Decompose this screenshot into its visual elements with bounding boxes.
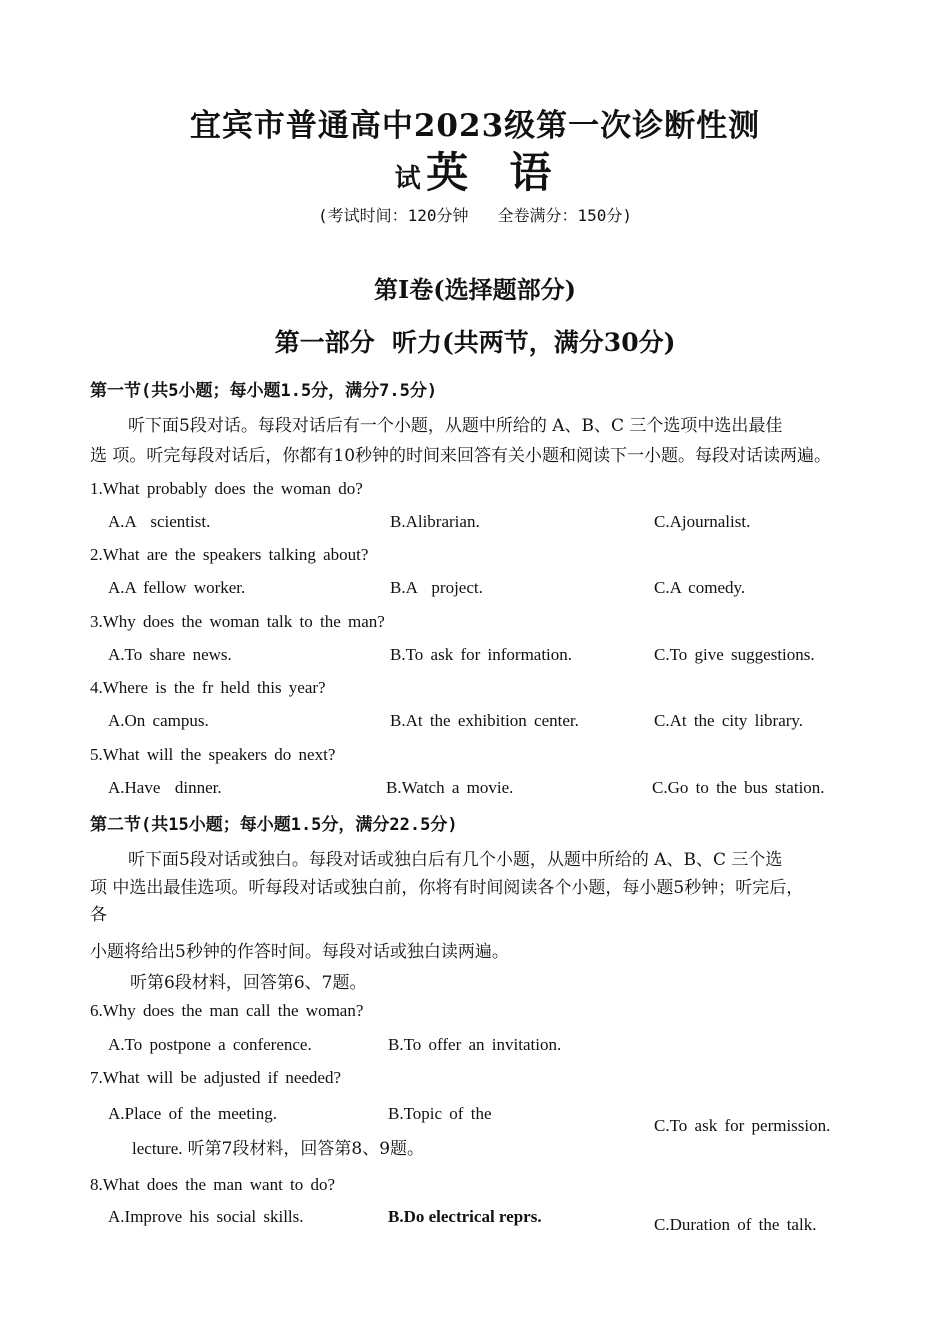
q7-option-b-continued [132, 1134, 424, 1159]
q6-option-b: B.To offer an invitation. [388, 1035, 562, 1054]
question-6: 6.Why does the man call the woman? [90, 1001, 364, 1020]
section1-instructions-2: 选 项。听完每段对话后，你都有10秒钟的时间来回答有关小题和阅读下一小题。每段对话读两遍。 [90, 446, 832, 466]
q5-option-a: A.Have dinner. [108, 778, 222, 797]
subject-name: 英 语 [426, 148, 556, 197]
question-1: 1.What probably does the woman do? [90, 479, 363, 498]
q8-option-a: A.Improve his social skills. [108, 1207, 304, 1226]
q5-option-b: B.Watch a movie. [386, 778, 514, 797]
q7-option-b-cont-text: lecture. [132, 1139, 183, 1158]
section1-instructions-1: 听下面5段对话。每段对话后有一个小题，从题中所给的 A、B、C 三个选项中选出最佳 [128, 416, 783, 436]
exam-title-line2 [0, 140, 950, 200]
q4-option-a: A.On campus. [108, 711, 209, 730]
q2-option-a: A.A fellow worker. [108, 578, 246, 597]
q2-option-b: B.A project. [390, 578, 483, 597]
material-6-note: 听第6段材料，回答第6、7题。 [130, 973, 367, 993]
section2-instructions-1: 听下面5段对话或独白。每段对话或独白后有几个小题，从题中所给的 A、B、C 三个选 [128, 850, 783, 870]
q3-option-b: B.To ask for information. [390, 645, 573, 664]
part-title: 第一部分 听力(共两节，满分30分) [274, 328, 676, 357]
material-7-note: 听第7段材料，回答第8、9题。 [187, 1139, 425, 1159]
q1-option-a: A.A scientist. [108, 512, 211, 531]
q6-option-c: C.To ask for permission. [654, 1116, 831, 1135]
q3-option-c: C.To give suggestions. [654, 645, 815, 664]
question-2: 2.What are the speakers talking about? [90, 545, 369, 564]
section2-instructions-3: 各 [90, 905, 107, 925]
question-4: 4.Where is the fr held this year? [90, 678, 326, 697]
question-3: 3.Why does the woman talk to the man? [90, 612, 385, 631]
q4-option-c: C.At the city library. [654, 711, 804, 730]
volume-title: 第I卷(选择题部分) [374, 275, 576, 304]
q4-option-b: B.At the exhibition center. [390, 711, 579, 730]
q5-option-c: C.Go to the bus station. [652, 778, 825, 797]
q8-option-b: B.Do electrical reprs. [388, 1207, 542, 1226]
title-suffix: 试 [394, 164, 421, 194]
section2-instructions-2: 项 中选出最佳选项。听每段对话或独白前，你将有时间阅读各个小题，每小题5秒钟；听完后， [90, 878, 804, 898]
section1-heading: 第一节(共5小题；每小题1.5分，满分7.5分) [90, 381, 438, 401]
q7-option-b: B.Topic of the [388, 1104, 492, 1123]
question-5: 5.What will the speakers do next? [90, 745, 336, 764]
exam-info: (考试时间：120分钟 全卷满分：150分) [318, 206, 632, 225]
q6-option-a: A.To postpone a conference. [108, 1035, 312, 1054]
question-7: 7.What will be adjusted if needed? [90, 1068, 342, 1087]
q1-option-b: B.Alibrarian. [390, 512, 480, 531]
q7-option-a: A.Place of the meeting. [108, 1104, 278, 1123]
q1-option-c: C.Ajournalist. [654, 512, 751, 531]
section2-instructions-4: 小题将给出5秒钟的作答时间。每段对话或独白读两遍。 [90, 942, 509, 962]
q3-option-a: A.To share news. [108, 645, 232, 664]
question-8: 8.What does the man want to do? [90, 1175, 336, 1194]
q7-option-c: C.Duration of the talk. [654, 1215, 817, 1234]
q2-option-c: C.A comedy. [654, 578, 746, 597]
section2-heading: 第二节(共15小题；每小题1.5分，满分22.5分) [90, 815, 458, 835]
exam-title: 宜宾市普通高中2023级第一次诊断性测 [189, 108, 761, 144]
